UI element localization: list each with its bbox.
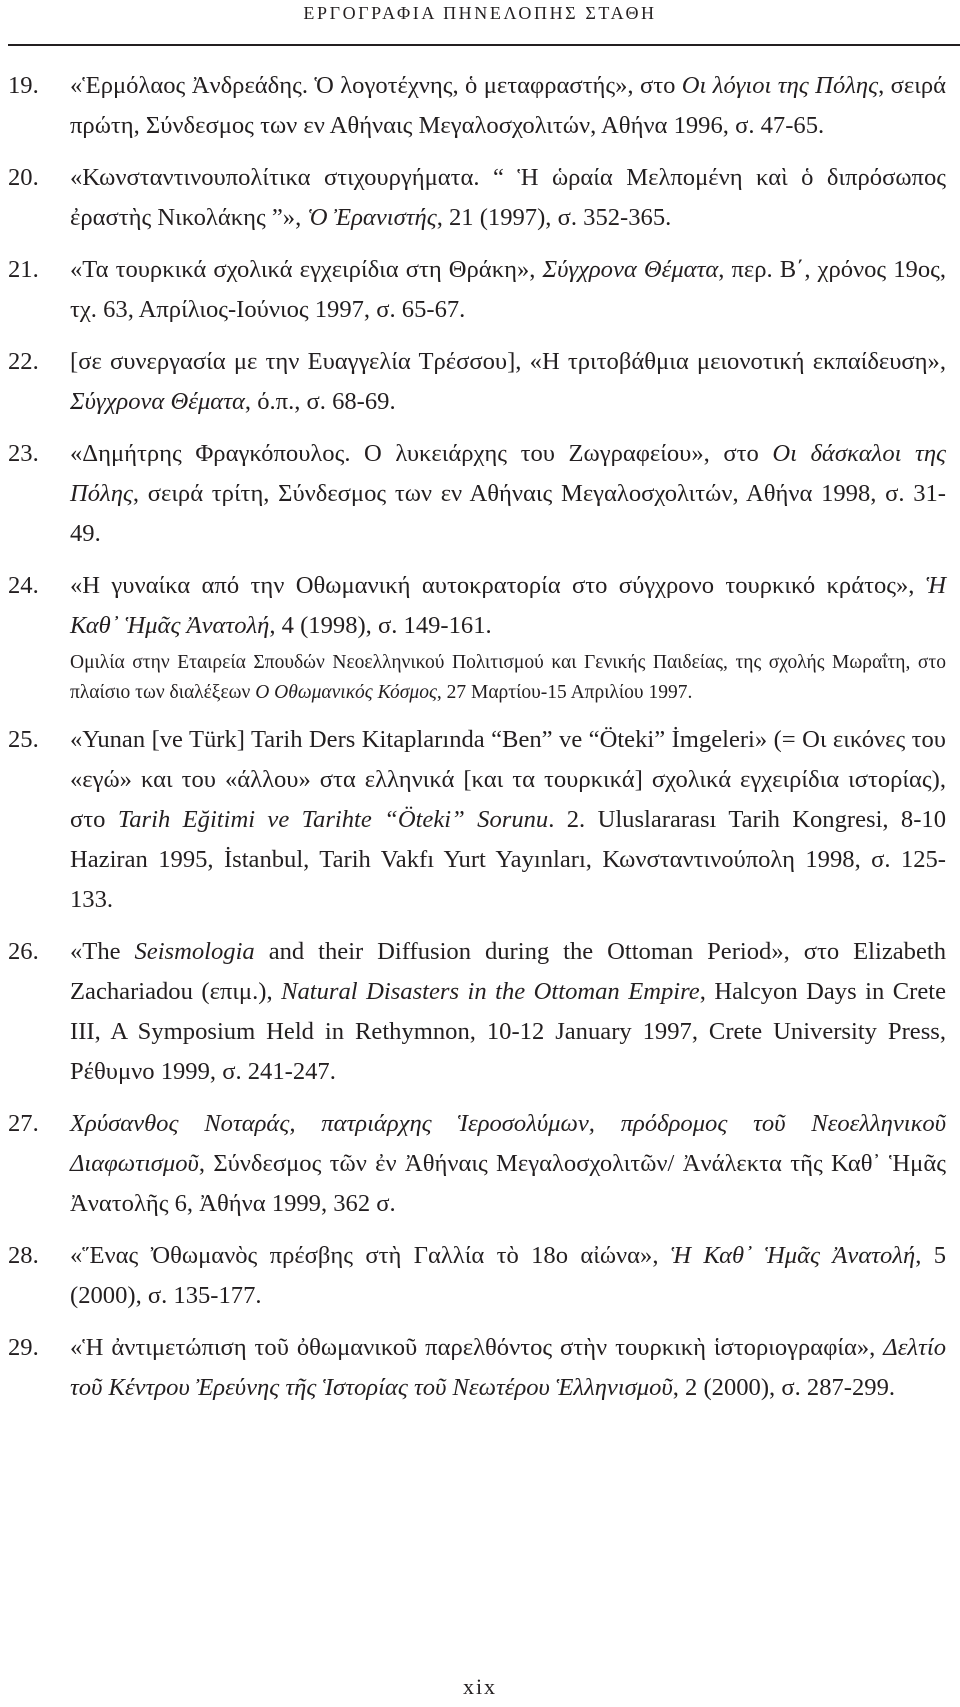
entry-number: 23. (8, 440, 39, 467)
bibliography-entry (8, 1236, 946, 1316)
entry-note (70, 648, 946, 708)
entry-text: «Η γυναίκα από την Οθωμανική αυτοκρατορία στο σύγχρονο τουρκικό κράτος», (70, 572, 926, 599)
entry-text: «Ἕνας Ὀθωμανὸς πρέσβης στὴ Γαλλία τὸ 18ο αἰώνα», (70, 1242, 671, 1269)
entry-title-italic: Tarih Eğitimi ve Tarihte “Öteki” Sorunu (117, 806, 549, 833)
entry-number: 27. (8, 1110, 39, 1137)
entry-body (70, 66, 946, 146)
bibliography-entry (8, 566, 946, 708)
entry-body (70, 1104, 946, 1224)
entry-text: Ομιλία στην Εταιρεία Σπουδών Νεοελληνικού Πολιτισμού και Γενικής Παιδείας, της σχολής Μωραΐτη, στο πλαίσιο των διαλέξεων (70, 652, 946, 703)
bibliography-list (8, 66, 946, 1420)
entry-text: «The (70, 938, 135, 965)
bibliography-entry (8, 1328, 946, 1408)
entry-text: «Κωνσταντινουπολίτικα στιχουργήματα. “ Ἡ ὡραία Μελπομένη καὶ ὁ διπρόσωπος ἐραστὴς Νικολάκης ”», (70, 164, 946, 231)
bibliography-entry (8, 1104, 946, 1224)
entry-text: , 21 (1997), σ. 352-365. (436, 204, 672, 231)
entry-text: . 2. Uluslararası Tarih Kongresi, 8-10 Haziran 1995, İstanbul, Tarih Vakfı Yurt Yayınları, Κωνσταντινούπολη 1998, σ. 125-133. (70, 806, 947, 913)
entry-body (70, 1236, 946, 1316)
entry-text: , ό.π., σ. 68-69. (244, 388, 396, 415)
entry-text: , 5 (2000), σ. 135-177. (70, 1242, 946, 1309)
entry-number: 25. (8, 726, 39, 753)
entry-text: and their Diffusion during the Ottoman Period», στο Elizabeth Zachariadou (επιμ.), (70, 938, 946, 1005)
entry-body (70, 158, 946, 238)
entry-title-italic: Χρύσανθος Νοταράς, πατριάρχης Ἱεροσολύμων, πρόδρομος τοῦ Νεοελληνικοῦ Διαφωτισμοῦ (70, 1110, 946, 1177)
entry-body (70, 342, 946, 422)
entry-text: «Τα τουρκικά σχολικά εγχειρίδια στη Θράκη», (70, 256, 543, 283)
bibliography-entry (8, 250, 946, 330)
entry-number: 20. (8, 164, 39, 191)
entry-title-italic: Seismologia (134, 938, 255, 965)
entry-number: 19. (8, 72, 39, 99)
entry-text: , Σύνδεσμος τῶν ἐν Ἀθήναις Μεγαλοσχολιτῶν/ Ἀνάλεκτα τῆς Καθ᾽ Ἡμᾶς Ἀνατολῆς 6, Ἀθήνα 1999, 362 σ. (70, 1150, 946, 1217)
bibliography-entry (8, 342, 946, 422)
entry-text: , σειρά πρώτη, Σύνδεσμος των εν Αθήναις Μεγαλοσχολιτών, Αθήνα 1996, σ. 47-65. (70, 72, 946, 139)
entry-text: , Halcyon Days in Crete III, A Symposium Held in Rethymnon, 10-12 January 1997, Crete University Press, Ρέθυμνο 1999, σ. 241-247. (70, 978, 947, 1085)
entry-title-italic: Σύγχρονα Θέματα (70, 388, 245, 415)
entry-text: , περ. Β΄, χρόνος 19ος, τχ. 63, Απρίλιος-Ιούνιος 1997, σ. 65-67. (70, 256, 947, 323)
entry-title-italic: Σύγχρονα Θέματα (542, 256, 719, 283)
header-rule (8, 44, 960, 46)
entry-title-italic: Natural Disasters in the Ottoman Empire (281, 978, 700, 1005)
bibliography-entry (8, 158, 946, 238)
entry-text: «Ἑρμόλαος Ἀνδρεάδης. Ὁ λογοτέχνης, ὁ μεταφραστής», στο (70, 72, 682, 99)
entry-text: , 4 (1998), σ. 149-161. (269, 612, 492, 639)
entry-text: «Yunan [ve Türk] Tarih Ders Kitaplarında “Ben” ve “Öteki” İmgeleri» (= Οι εικόνες του «εγώ» και του «άλλου» στα ελληνικά [και τα τουρκικά] σχολικά εγχειρίδια ιστορίας), στο (70, 726, 946, 833)
page-number: xix (462, 1674, 498, 1699)
running-head: ΕΡΓΟΓΡΑΦΙΑ ΠΗΝΕΛΟΠΗΣ ΣΤΑΘΗ (303, 3, 657, 23)
entry-title-italic: Δελτίο τοῦ Κέντρου Ἐρεύνης τῆς Ἱστορίας τοῦ Νεωτέρου Ἑλληνισμοῦ (70, 1334, 946, 1401)
entry-text: [σε συνεργασία με την Ευαγγελία Τρέσσου], «Η τριτοβάθμια μειονοτική εκπαίδευση», (70, 348, 946, 375)
bibliography-entry (8, 66, 946, 146)
entry-body (70, 720, 946, 920)
entry-text: «Δημήτρης Φραγκόπουλος. Ο λυκειάρχης του Ζωγραφείου», στο (70, 440, 773, 467)
entry-number: 21. (8, 256, 39, 283)
entry-title-italic: Ὁ Ἐρανιστής (307, 204, 437, 231)
entry-title-italic: Οι δάσκαλοι της Πόλης (70, 440, 946, 507)
bibliography-entry (8, 434, 946, 554)
bibliography-entry (8, 720, 946, 920)
entry-body (70, 434, 946, 554)
entry-title-italic: Οι λόγιοι της Πόλης (681, 72, 879, 99)
entry-text: , 2 (2000), σ. 287-299. (672, 1374, 896, 1401)
entry-text: «Ἡ ἀντιμετώπιση τοῦ ὀθωμανικοῦ παρελθόντος στὴν τουρκικὴ ἱστοριογραφία», (70, 1334, 884, 1361)
entry-number: 24. (8, 572, 39, 599)
entry-text: , σειρά τρίτη, Σύνδεσμος των εν Αθήναις Μεγαλοσχολιτών, Αθήνα 1998, σ. 31-49. (70, 480, 946, 547)
entry-number: 28. (8, 1242, 39, 1269)
entry-number: 22. (8, 348, 39, 375)
entry-title-italic: Ο Οθωμανικός Κόσμος (255, 682, 437, 703)
entry-body (70, 1328, 946, 1408)
entry-body (70, 932, 946, 1092)
entry-number: 29. (8, 1334, 39, 1361)
bibliography-entry (8, 932, 946, 1092)
entry-number: 26. (8, 938, 39, 965)
entry-title-italic: Ἡ Καθ᾽ Ἡμᾶς Ἀνατολή (70, 572, 946, 639)
entry-text: , 27 Μαρτίου-15 Απριλίου 1997. (436, 682, 693, 703)
entry-body (70, 566, 946, 646)
entry-body (70, 250, 946, 330)
entry-title-italic: Ἡ Καθ᾽ Ἡμᾶς Ἀνατολή (670, 1242, 916, 1269)
